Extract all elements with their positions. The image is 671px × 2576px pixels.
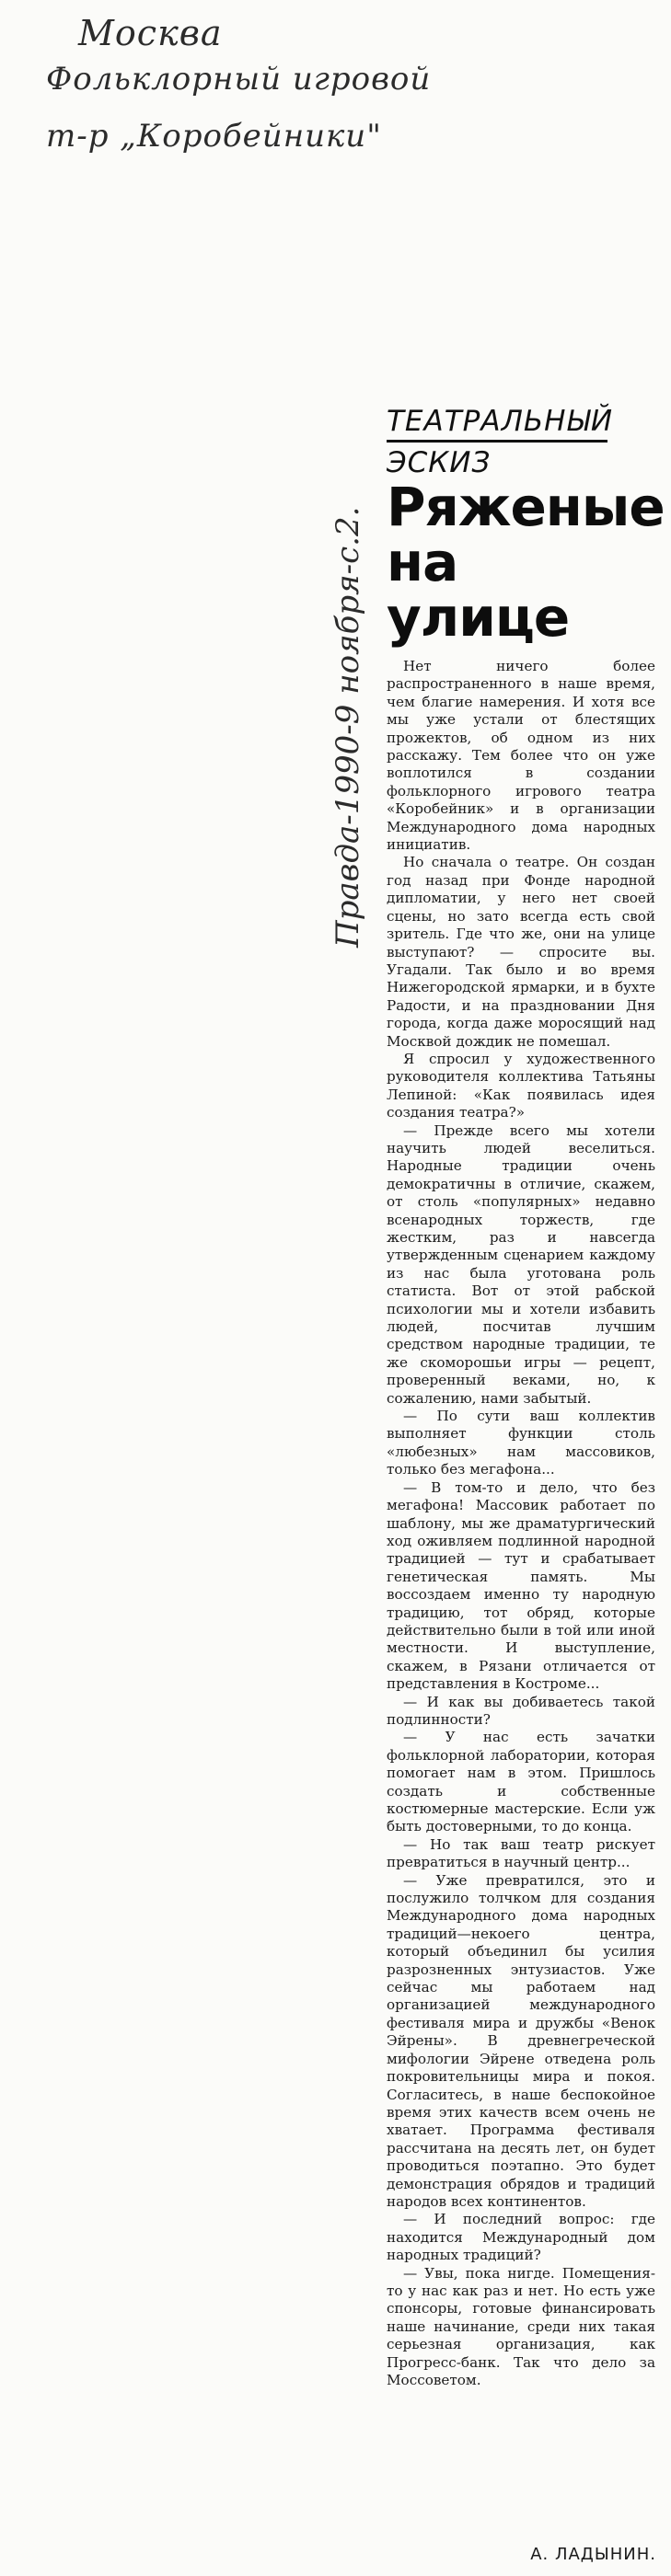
rubric-divider <box>387 440 607 443</box>
article-title-line-2: на улице <box>387 531 570 649</box>
rubric-line-2: ЭСКИЗ <box>387 446 492 479</box>
article-paragraph: — Уже превратился, это и послужило толчком для создания Международного дома народных традиций—некоего центра, который объединил бы усилия разрозненных энтузиастов. Уже сейчас мы работаем над организацией международного фестиваля мира и дружбы «Венок Эйрены». В древнегреческой мифологии Эйрене отведена роль покровительницы мира и покоя. Согласитесь, в наше беспокойное время этих качеств всем очень не хватает. Программа фестиваля рассчитана на десять лет, он будет проводиться поэтапно. Это будет демонстрация обрядов и традиций народов всех континентов. <box>387 1871 655 2210</box>
article-paragraph: Нет ничего более распространенного в наше время, чем благие намерения. И хотя все мы уже устали от блестящих прожектов, об одном из них расскажу. Тем более что он уже воплотился в создании фольклорного игрового театра «Коробейник» и в организации Международного дома народных инициатив. <box>387 658 655 854</box>
handwritten-theatre-type: Фольклорный игровой <box>46 61 432 98</box>
article-paragraph: Я спросил у художественного руководителя коллектива Татьяны Лепиной: «Как появилась идея создания театра?» <box>387 1050 655 1121</box>
handwritten-source-note: Правда-1990-9 ноября-с.2. <box>330 506 366 948</box>
article-paragraph: — Прежде всего мы хотели научить людей веселиться. Народные традиции очень демократичны в отличие, скажем, от столь «популярных» недавно всенародных торжеств, где жестким, раз и навсегда утвержденным сценарием каждому из нас была уготована роль статиста. Вот от этой рабской психологии мы и хотели избавить людей, посчитав лучшим средством народные традиции, те же скоморошьи игры — рецепт, проверенный веками, но, к сожалению, нами забытый. <box>387 1121 655 1407</box>
handwritten-theatre-name: т-р „Коробейники" <box>46 118 382 155</box>
handwritten-city: Москва <box>78 13 223 53</box>
newspaper-clipping <box>387 405 665 2389</box>
article-paragraph: — У нас есть зачатки фольклорной лаборатории, которая помогает нам в этом. Пришлось создать и собственные костюмерные мастерские. Если уж быть достоверными, то до конца. <box>387 1729 655 1835</box>
author-signature: А. ЛАДЫНИН. <box>530 2545 656 2564</box>
article-paragraph: — По сути ваш коллектив выполняет функции столь «любезных» нам массовиков, только без мегафона... <box>387 1408 655 1478</box>
rubric-line-1: ТЕАТРАЛЬНЫЙ <box>387 405 614 438</box>
article-paragraph: — И последний вопрос: где находится Международный дом народных традиций? <box>387 2211 655 2264</box>
article-paragraph: — И как вы добиваетесь такой подлинности? <box>387 1693 655 1728</box>
article-title-line-1: Ряженые <box>387 476 665 538</box>
article-paragraph: Но сначала о театре. Он создан год назад при Фонде народной дипломатии, у него нет своей сцены, но зато всегда есть свой зритель. Где что же, они на улице выступают? — спросите вы. Угадали. Так было и во время Нижегородской ярмарки, и в бухте Радости, и на праздновании Дня города, когда даже моросящий над Москвой дождик не помешал. <box>387 854 655 1050</box>
article-paragraph: — Увы, пока нигде. Помещения-то у нас как раз и нет. Но есть уже спонсоры, готовые финансировать наше начинание, среди них такая серьезная организация, как Прогресс-банк. Так что дело за Моссоветом. <box>387 2264 655 2388</box>
article-paragraph: — Но так ваш театр рискует превратиться в научный центр... <box>387 1835 655 1871</box>
article-paragraph: — В том-то и дело, что без мегафона! Массовик работает по шаблону, мы же драматургический ход оживляем подлинной народной традицией — тут и срабатывает генетическая память. Мы воссоздаем именно ту народную традицию, тот обряд, которые действительно были в той или иной местности. И выступление, скажем, в Рязани отличается от представления в Костроме... <box>387 1478 655 1693</box>
article-body <box>387 658 655 2389</box>
